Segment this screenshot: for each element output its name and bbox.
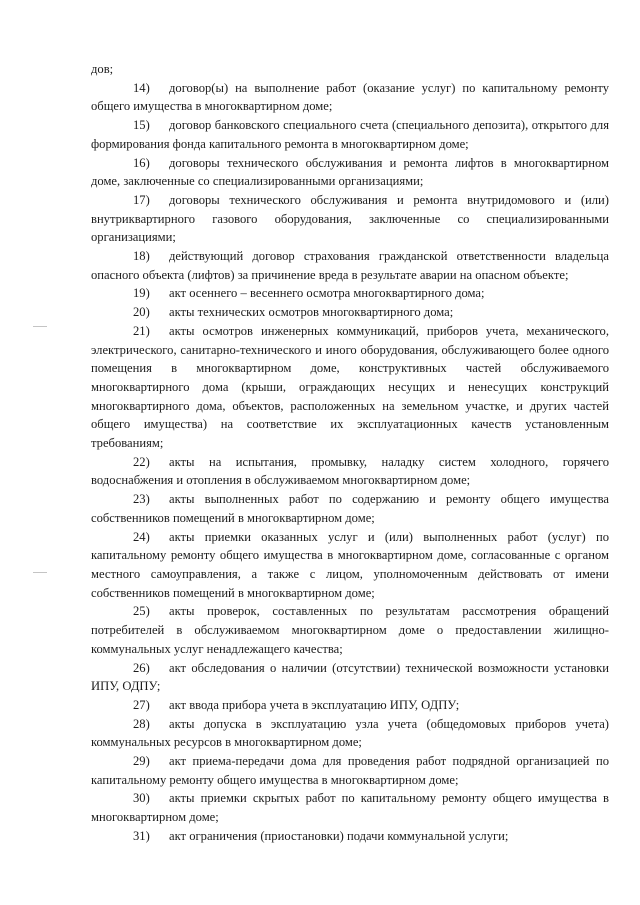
list-item bbox=[91, 284, 609, 303]
list-item bbox=[91, 154, 609, 191]
item-list bbox=[91, 79, 609, 846]
item-number: 23) bbox=[133, 492, 150, 507]
item-text: договор(ы) на выполнение работ (оказание услуг) по капитальному ремонту общего имущества в многоквартирном доме; bbox=[91, 80, 609, 114]
list-item bbox=[91, 602, 609, 658]
item-number: 16) bbox=[133, 155, 150, 170]
item-number: 20) bbox=[133, 305, 150, 320]
item-number: 26) bbox=[133, 660, 150, 675]
item-number: 22) bbox=[133, 454, 150, 469]
item-text: акт ограничения (приостановки) подачи коммунальной услуги; bbox=[169, 828, 509, 843]
item-text: акты проверок, составленных по результатам рассмотрения обращений потребителей в обслуживаемом многоквартирном доме о предоставлении жилищно-коммунальных услуг ненадлежащего качества; bbox=[91, 604, 609, 656]
list-item bbox=[91, 696, 609, 715]
list-item bbox=[91, 490, 609, 527]
item-number: 19) bbox=[133, 286, 150, 301]
item-number: 28) bbox=[133, 716, 150, 731]
item-text: договор банковского специального счета (специального депозита), открытого для формирования фонда капитального ремонта в многоквартирном доме; bbox=[91, 118, 609, 151]
item-number: 15) bbox=[133, 118, 150, 133]
item-text: договоры технического обслуживания и ремонта внутридомового и (или) внутриквартирного газового оборудования, заключенные со специализированными организациями; bbox=[91, 192, 609, 245]
list-item bbox=[91, 528, 609, 603]
item-text: акт ввода прибора учета в эксплуатацию ИПУ, ОДПУ; bbox=[169, 697, 460, 712]
list-item bbox=[91, 116, 609, 153]
scan-mark bbox=[33, 326, 47, 327]
item-number: 17) bbox=[133, 192, 150, 207]
document-body bbox=[91, 60, 609, 846]
list-item bbox=[91, 191, 609, 247]
list-item bbox=[91, 247, 609, 284]
item-number: 21) bbox=[133, 323, 150, 338]
item-text: действующий договор страхования гражданской ответственности владельца опасного объекта (лифтов) за причинение вреда в результате аварии на опасном объекте; bbox=[91, 249, 609, 282]
list-item bbox=[91, 827, 609, 846]
item-text: акты приемки скрытых работ по капитальному ремонту общего имущества в многоквартирном доме; bbox=[91, 791, 609, 825]
item-number: 24) bbox=[133, 529, 150, 544]
list-item bbox=[91, 752, 609, 789]
list-item bbox=[91, 789, 609, 826]
item-text: договоры технического обслуживания и ремонта лифтов в многоквартирном доме, заключенные со специализированными организациями; bbox=[91, 155, 609, 189]
list-item bbox=[91, 453, 609, 490]
item-text: акты на испытания, промывку, наладку систем холодного, горячего водоснабжения и отопления в обслуживаемом многоквартирном доме; bbox=[91, 454, 609, 488]
item-number: 14) bbox=[133, 80, 150, 95]
scan-mark bbox=[33, 572, 47, 573]
list-item bbox=[91, 322, 609, 453]
item-text: акты допуска в эксплуатацию узла учета (общедомовых приборов учета) коммунальных ресурсов в многоквартирном доме; bbox=[91, 716, 609, 750]
lead-fragment: дов; bbox=[91, 62, 114, 76]
item-text: акты приемки оказанных услуг и (или) выполненных работ (услуг) по капитальному ремонту общего имущества в многоквартирном доме, согласованные с органом местного самоуправления, а также с лицом, уполномоченным действовать от имени собственников помещений в многоквартирном доме; bbox=[91, 529, 609, 600]
item-number: 29) bbox=[133, 754, 150, 769]
list-item bbox=[91, 79, 609, 116]
item-text: акт осеннего – весеннего осмотра многоквартирного дома; bbox=[169, 286, 485, 301]
item-text: акты осмотров инженерных коммуникаций, приборов учета, механического, электрического, санитарно-технического и иного оборудования, обслуживающего более одного помещения в многоквартирном доме, конструктивных частей обслуживаемого многоквартирного дома (крыши, ограждающих несущих и ненесущих конструкций многоквартирного дома, объектов, расположенных на земельном участке, и других частей общего имущества) на соответствие их эксплуатационных качеств установленным требованиям; bbox=[91, 323, 609, 451]
item-number: 27) bbox=[133, 697, 150, 712]
item-text: акт приема-передачи дома для проведения работ подрядной организацией по капитальному ремонту общего имущества в многоквартирном доме; bbox=[91, 754, 609, 787]
list-item bbox=[91, 715, 609, 752]
list-item bbox=[91, 659, 609, 696]
item-number: 31) bbox=[133, 828, 150, 843]
item-number: 25) bbox=[133, 604, 150, 619]
list-item bbox=[91, 303, 609, 322]
item-number: 18) bbox=[133, 249, 150, 264]
item-number: 30) bbox=[133, 791, 150, 806]
item-text: акты выполненных работ по содержанию и ремонту общего имущества собственников помещений в многоквартирном доме; bbox=[91, 492, 609, 525]
item-text: акт обследования о наличии (отсутствии) технической возможности установки ИПУ, ОДПУ; bbox=[91, 660, 609, 694]
item-text: акты технических осмотров многоквартирного дома; bbox=[169, 305, 454, 320]
